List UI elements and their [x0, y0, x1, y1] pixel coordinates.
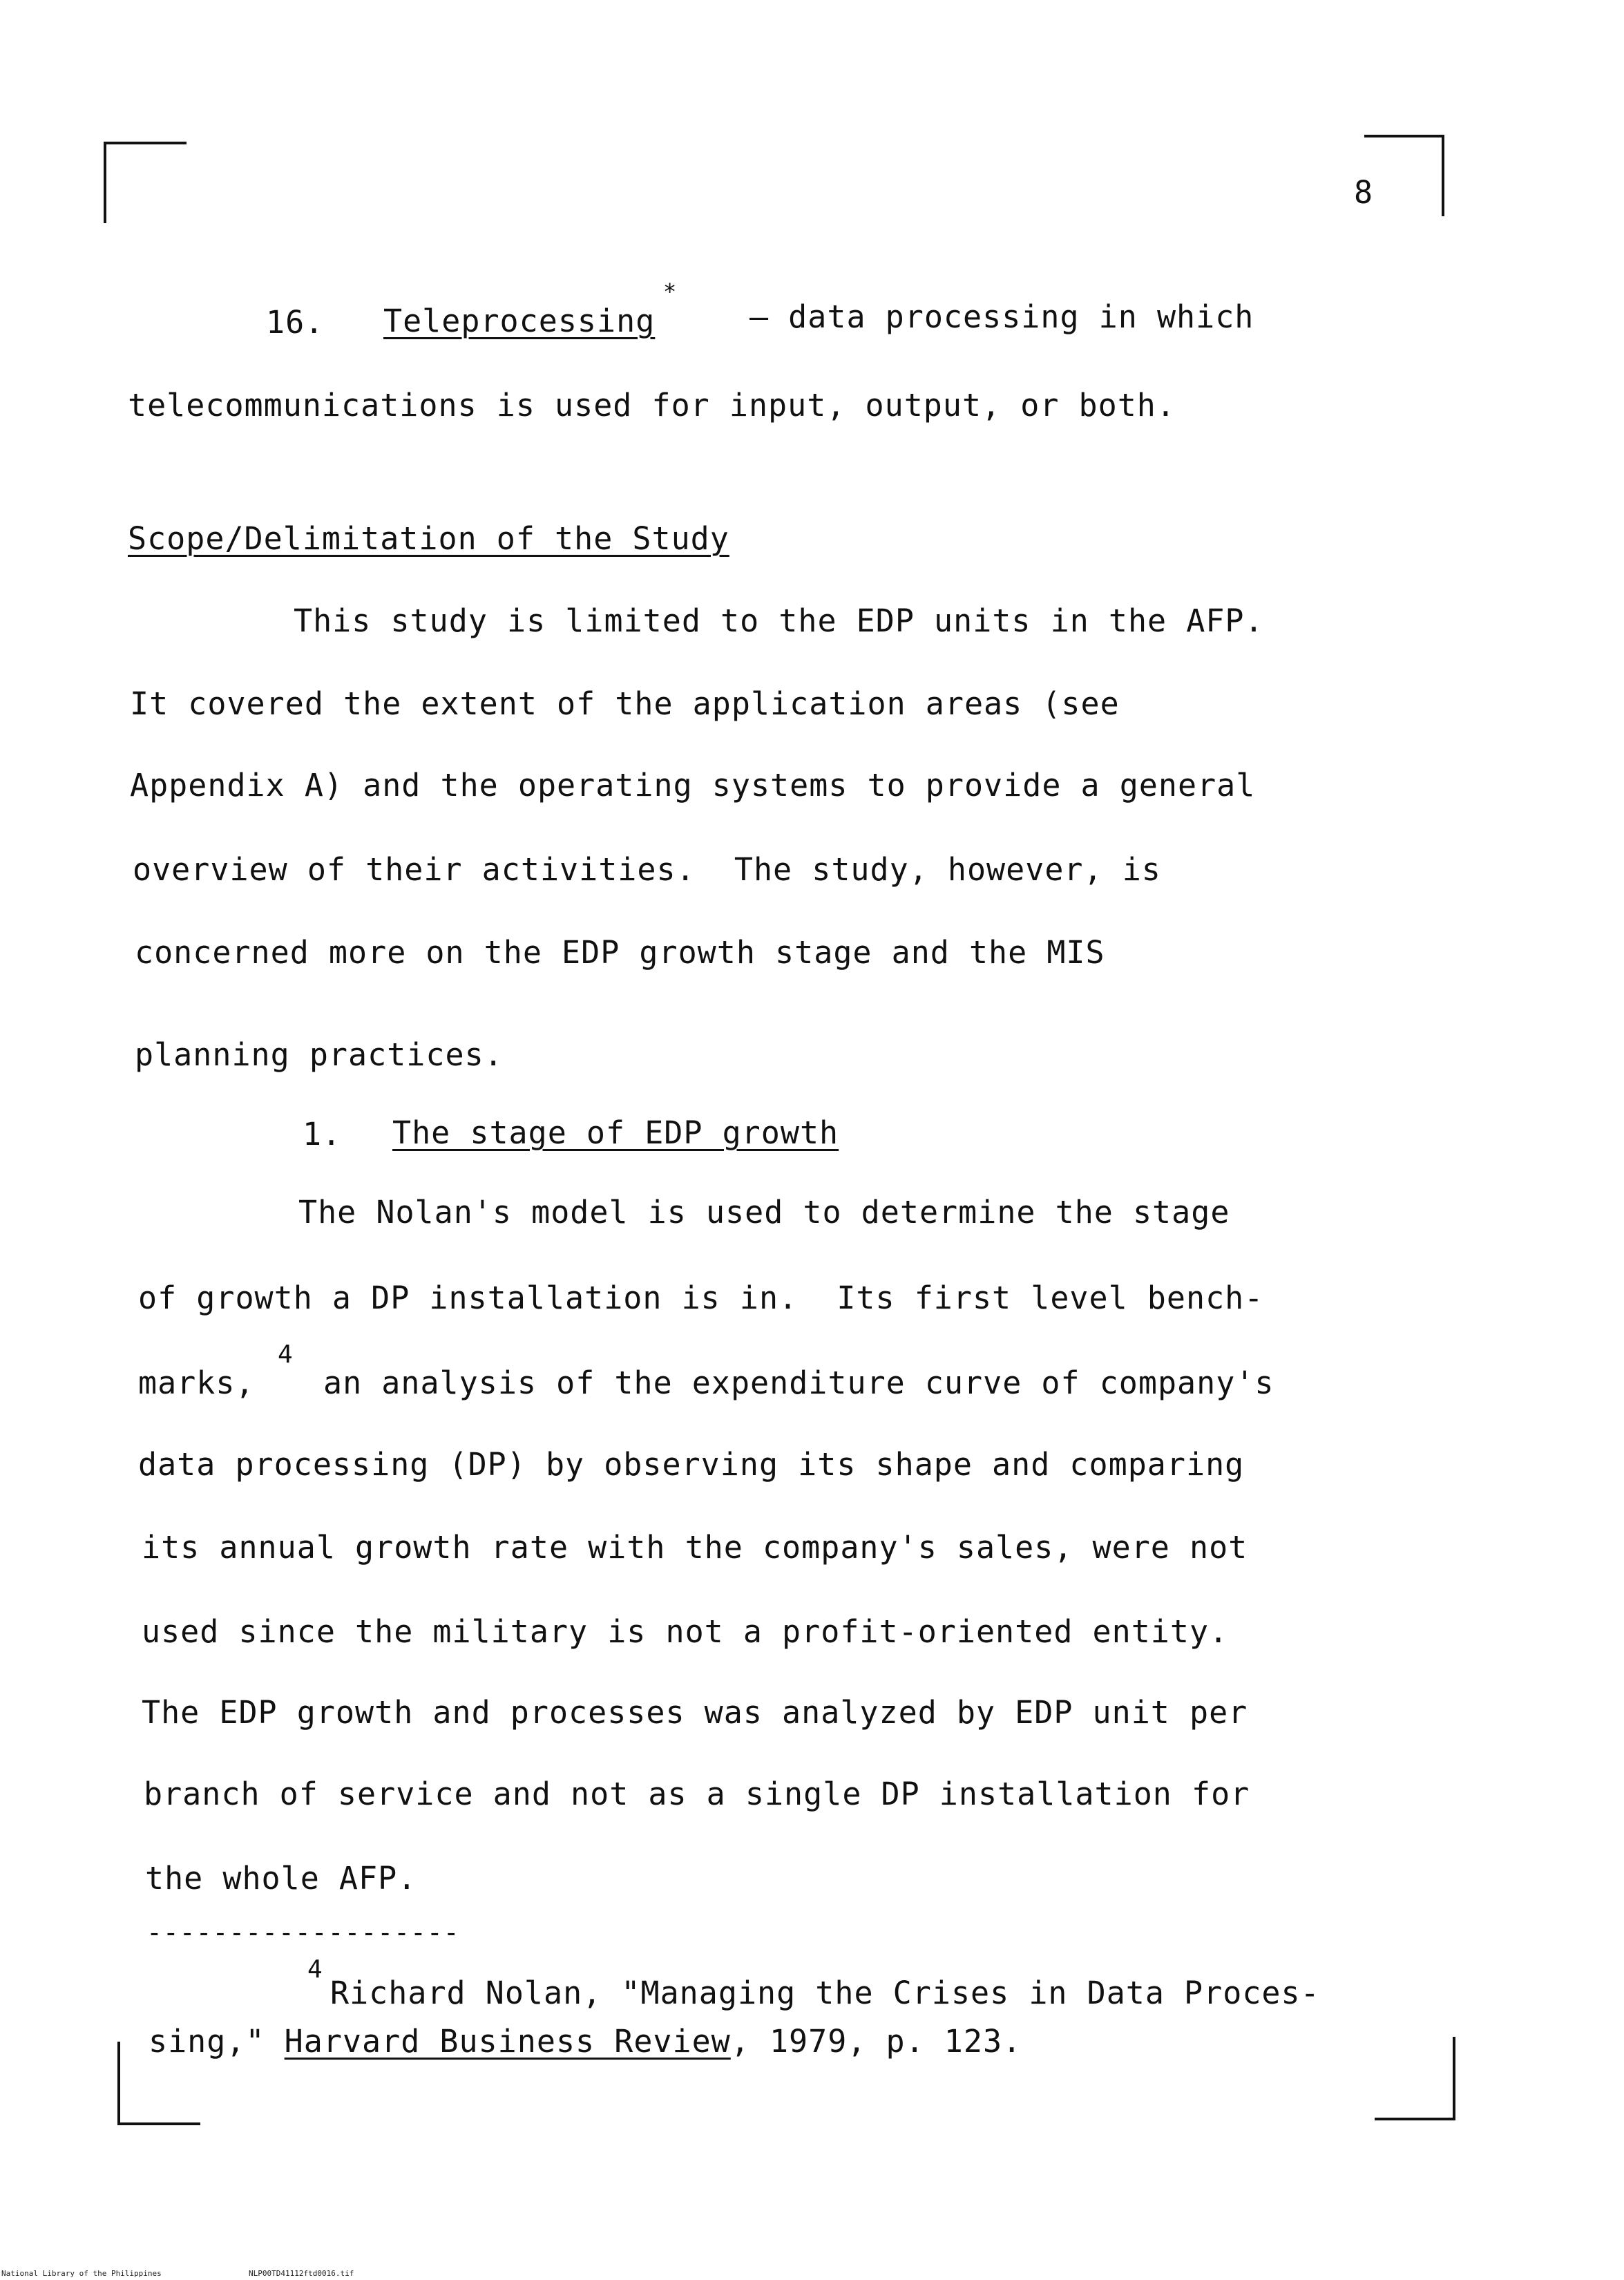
- nolan-line-8: branch of service and not as a single DP installation for: [144, 1776, 1250, 1812]
- scope-line-6: planning practices.: [135, 1036, 504, 1073]
- scope-line-2: It covered the extent of the application areas (see: [130, 685, 1120, 722]
- crop-mark-bottom-left-h: [117, 2122, 200, 2125]
- scope-line-5: concerned more on the EDP growth stage and the MIS: [135, 934, 1105, 971]
- nolan-line-3-suffix: an analysis of the expenditure curve of company's: [323, 1365, 1274, 1401]
- nolan-line-3-prefix: marks,: [138, 1365, 255, 1401]
- scope-heading: Scope/Delimitation of the Study: [128, 520, 729, 557]
- crop-mark-bottom-left-v: [117, 2042, 120, 2125]
- item-16-term: Teleprocessing: [383, 303, 656, 339]
- scope-line-4: overview of their activities. The study, however, is: [133, 851, 1161, 888]
- scope-line-3: Appendix A) and the operating systems to provide a general: [130, 767, 1256, 804]
- nolan-line-9: the whole AFP.: [145, 1860, 417, 1897]
- subsection-1-title: The stage of EDP growth: [392, 1114, 839, 1151]
- nolan-line-4: data processing (DP) by observing its shape and comparing: [138, 1446, 1245, 1483]
- footnote-line-1: Richard Nolan, "Managing the Crises in Data Proces-: [330, 1975, 1320, 2011]
- crop-mark-top-right-v: [1442, 135, 1444, 216]
- footnote-rule: -------------------: [146, 1917, 460, 1948]
- crop-mark-top-right-h: [1364, 135, 1444, 137]
- nolan-line-1: The Nolan's model is used to determine the stage: [298, 1194, 1230, 1231]
- footnote-line-2: [149, 2023, 1022, 2060]
- scan-footer-left: National Library of the Philippines: [1, 2269, 162, 2278]
- item-16-definition-line2: telecommunications is used for input, output, or both.: [128, 387, 1176, 424]
- subsection-1-number: 1.: [303, 1116, 342, 1152]
- footnote-number: 4: [307, 1955, 323, 1984]
- scope-line-1: This study is limited to the EDP units in the AFP.: [294, 602, 1264, 639]
- item-16-asterisk: *: [663, 278, 678, 305]
- footnote-reference: 4: [278, 1340, 294, 1369]
- nolan-line-7: The EDP growth and processes was analyzed by EDP unit per: [142, 1694, 1248, 1731]
- crop-mark-top-left-h: [104, 142, 187, 144]
- page-number: 8: [1354, 174, 1374, 211]
- crop-mark-top-left-v: [104, 142, 106, 223]
- nolan-line-2: of growth a DP installation is in. Its first level bench-: [138, 1280, 1264, 1316]
- crop-mark-bottom-right-h: [1375, 2118, 1455, 2120]
- footnote-line-2-prefix: sing,": [149, 2023, 285, 2060]
- item-16-number: 16.: [266, 304, 325, 341]
- scan-footer-right: NLP00TD41112ftd0016.tif: [249, 2269, 354, 2278]
- nolan-line-5: its annual growth rate with the company's sales, were not: [142, 1529, 1248, 1566]
- crop-mark-bottom-right-v: [1453, 2037, 1455, 2120]
- item-16-definition-line1: – data processing in which: [749, 298, 1254, 335]
- nolan-line-6: used since the military is not a profit-oriented entity.: [142, 1613, 1229, 1650]
- footnote-line-2-suffix: , 1979, p. 123.: [730, 2023, 1022, 2060]
- footnote-journal: Harvard Business Review: [284, 2023, 731, 2060]
